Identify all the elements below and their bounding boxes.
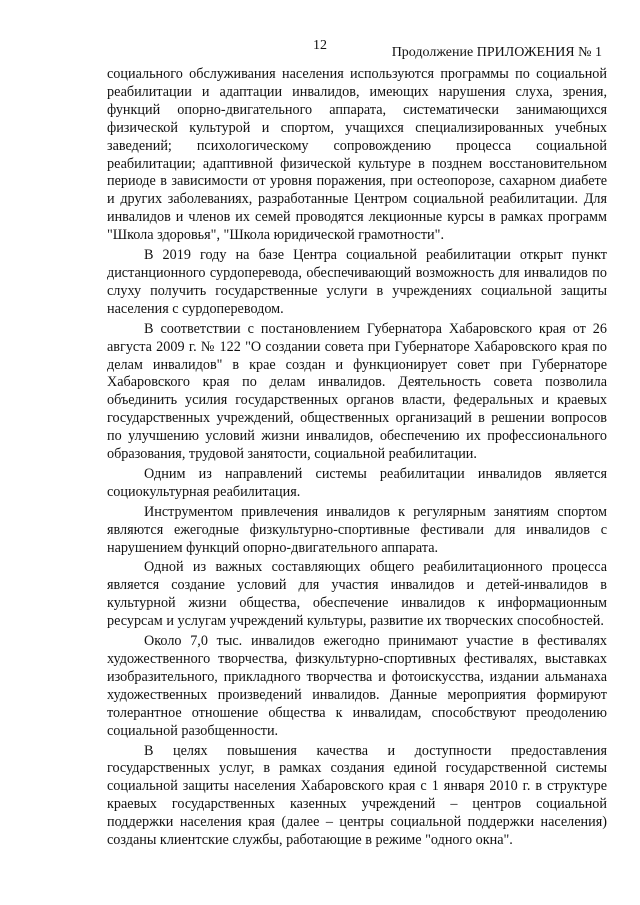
paragraph-sign-language-point: В 2019 году на базе Центра социальной реабилитации открыт пункт дистанционного сурдоперевода, обеспечивающий возможность для инвалидов по слуху получить государственные услуги в учреждениях социальной защиты населения с сурдопереводом. xyxy=(107,247,607,317)
paragraph-one-window-services: В целях повышения качества и доступности предоставления государственных услуг, в рамках создания единой государственной системы социальной защиты населения Хабаровского края с 1 января 2010 г. в структуре краевых государственных казенных учреждений – центров социальной поддержки населения края (далее – центры социальной поддержки населения) созданы клиентские службы, работающие в режиме "одного окна". xyxy=(107,742,607,849)
paragraph-cultural-life: Одной из важных составляющих общего реабилитационного процесса является создание условий для участия инвалидов и детей-инвалидов в культурной жизни общества, обеспечение инвалидов к информационным ресурсам и услугам учреждений культуры, развитие их творческих способностей. xyxy=(107,559,607,630)
paragraph-sociocultural-rehabilitation: Одним из направлений системы реабилитации инвалидов является социокультурная реабилитация. xyxy=(107,465,607,500)
paragraph-sport-festivals: Инструментом привлечения инвалидов к регулярным занятиям спортом являются ежегодные физкультурно-спортивные фестивали для инвалидов с нарушением функций опорно-двигательного аппарата. xyxy=(107,503,607,556)
document-body xyxy=(107,66,607,850)
appendix-continuation-header: Продолжение ПРИЛОЖЕНИЯ № 1 xyxy=(391,45,602,60)
page-number: 12 xyxy=(313,38,327,53)
paragraph-governor-council: В соответствии с постановлением Губернатора Хабаровского края от 26 августа 2009 г. № 122 "О создании совета при Губернаторе Хабаровского края по делам инвалидов" в крае создан и функционирует совет при Губернаторе Хабаровского края по делам инвалидов. Деятельность совета позволила объединить усилия государственных органов власти, федеральных и краевых государственных учреждений, общественных организаций в решении вопросов по улучшению условий жизни инвалидов, обеспечению их профессионального образования, трудовой занятости, социальной реабилитации. xyxy=(107,320,607,463)
paragraph-festival-participation: Около 7,0 тыс. инвалидов ежегодно принимают участие в фестивалях художественного творчества, физкультурно-спортивных фестивалях, выставках изобразительного, прикладного творчества и фотоискусства, издании альманаха художественных произведений инвалидов. Данные мероприятия формируют толерантное отношение общества к инвалидам, способствуют преодолению социальной разобщенности. xyxy=(107,633,607,739)
paragraph-rehabilitation-programs: социального обслуживания населения используются программы по социальной реабилитации и адаптации инвалидов, имеющих нарушения слуха, зрения, функций опорно-двигательного аппарата, систематически занимающихся физической культурой и спортом, учащихся специализированных учебных заведений; психологическому сопровождению процесса социальной реабилитации; адаптивной физической культуре в позднем восстановительном периоде в зависимости от уровня поражения, при остеопорозе, сахарном диабете и других заболеваниях, разработанные Центром социальной реабилитации. Для инвалидов и членов их семей проводятся лекционные курсы в рамках программ "Школа здоровья", "Школа юридической грамотности". xyxy=(107,66,607,244)
